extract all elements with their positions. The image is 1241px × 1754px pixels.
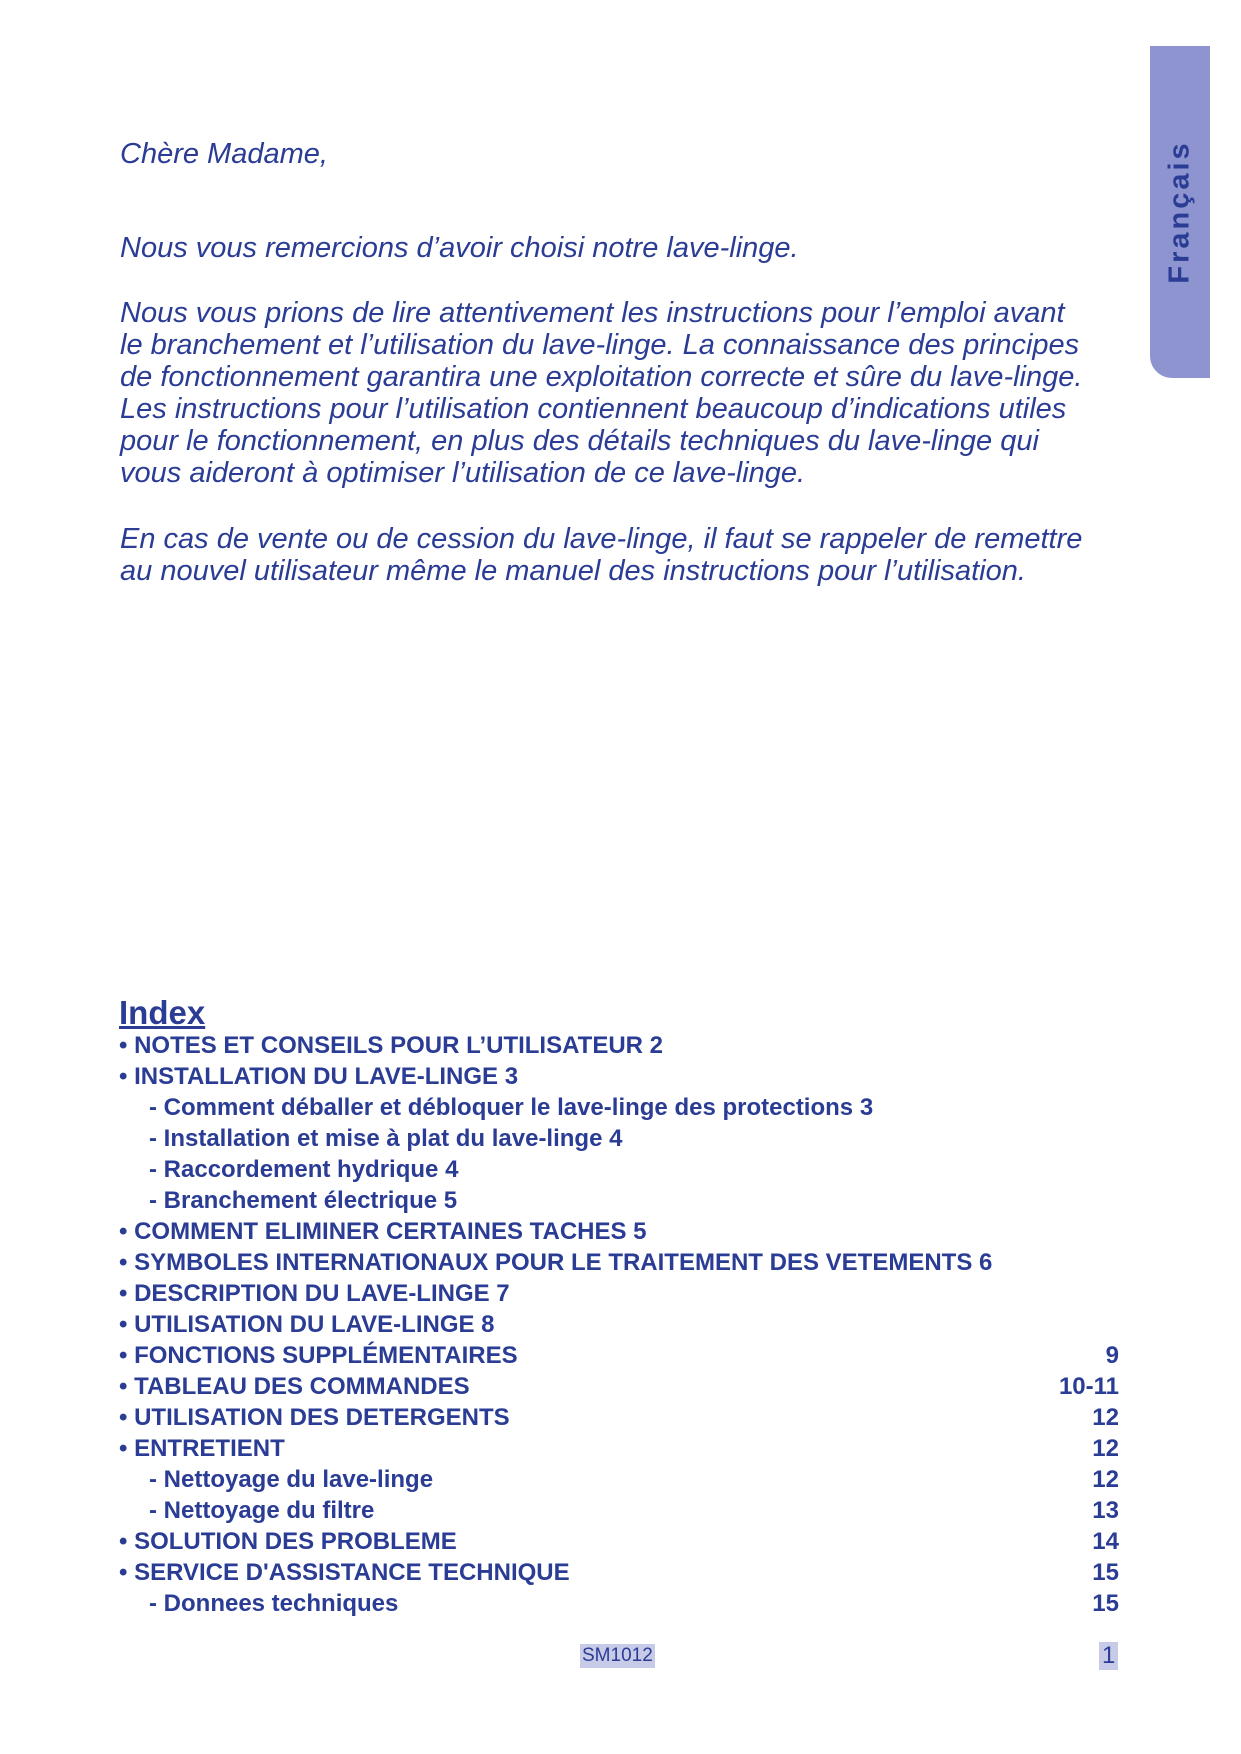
salutation: Chère Madame, — [120, 138, 328, 170]
index-entry[interactable] — [119, 1061, 1119, 1092]
index-list — [119, 1030, 1119, 1619]
index-subentry[interactable] — [119, 1588, 1119, 1619]
index-entry[interactable] — [119, 1433, 1119, 1464]
index-entry[interactable] — [119, 1340, 1119, 1371]
index-subentry[interactable] — [119, 1154, 1119, 1185]
index-entry[interactable] — [119, 1371, 1119, 1402]
index-entry-label: - Raccordement hydrique 4 — [149, 1156, 459, 1183]
index-entry-label: • TABLEAU DES COMMANDES — [119, 1373, 470, 1400]
index-entry-page: 12 — [1092, 1466, 1119, 1493]
index-entry-label: • ENTRETIENT — [119, 1435, 285, 1462]
page-number: 1 — [1099, 1642, 1118, 1670]
index-entry-page: 12 — [1092, 1404, 1119, 1431]
index-subentry[interactable] — [119, 1092, 1119, 1123]
paragraph-line: le branchement et l’utilisation du lave-linge. La connaissance des principes — [120, 329, 1080, 361]
index-entry-label: • UTILISATION DES DETERGENTS — [119, 1404, 510, 1431]
index-entry[interactable] — [119, 1030, 1119, 1061]
index-entry-label: • FONCTIONS SUPPLÉMENTAIRES — [119, 1342, 518, 1369]
index-entry-page: 13 — [1092, 1497, 1119, 1524]
paragraph-line: de fonctionnement garantira une exploitation correcte et sûre du lave-linge. — [120, 361, 1083, 393]
paragraph-line: Nous vous prions de lire attentivement les instructions pour l’emploi avant — [120, 297, 1065, 329]
index-entry-label: - Nettoyage du filtre — [149, 1497, 375, 1524]
index-entry[interactable] — [119, 1216, 1119, 1247]
index-entry[interactable] — [119, 1278, 1119, 1309]
index-subentry[interactable] — [119, 1123, 1119, 1154]
index-entry[interactable] — [119, 1309, 1119, 1340]
index-subentry[interactable] — [119, 1185, 1119, 1216]
index-entry[interactable] — [119, 1402, 1119, 1433]
index-title: Index — [119, 994, 206, 1031]
language-tab-label: Français — [1163, 140, 1196, 284]
index-entry-page: 9 — [1105, 1342, 1119, 1369]
index-entry-label: • SOLUTION DES PROBLEME — [119, 1528, 457, 1555]
index-entry-label: • UTILISATION DU LAVE-LINGE 8 — [119, 1311, 495, 1338]
index-entry-label: - Donnees techniques — [149, 1590, 399, 1617]
resale-paragraph — [120, 523, 1130, 587]
paragraph-line: En cas de vente ou de cession du lave-linge, il faut se rappeler de remettre — [120, 523, 1083, 555]
index-entry-label: • NOTES ET CONSEILS POUR L’UTILISATEUR 2 — [119, 1032, 664, 1059]
index-entry-label: - Comment déballer et débloquer le lave-linge des protections 3 — [149, 1094, 874, 1121]
index-subentry[interactable] — [119, 1464, 1119, 1495]
thank-you-paragraph: Nous vous remercions d’avoir choisi notre lave-linge. — [120, 232, 799, 264]
index-entry-label: • DESCRIPTION DU LAVE-LINGE 7 — [119, 1280, 510, 1307]
instructions-paragraph — [120, 297, 1130, 489]
index-entry-page: 12 — [1092, 1435, 1119, 1462]
index-entry-label: • SERVICE D'ASSISTANCE TECHNIQUE — [119, 1559, 570, 1586]
document-code: SM1012 — [582, 1645, 653, 1666]
paragraph-line: Les instructions pour l’utilisation contiennent beaucoup d’indications utiles — [120, 393, 1067, 425]
paragraph-line: vous aideront à optimiser l’utilisation de ce lave-linge. — [120, 457, 806, 489]
index-entry-label: • SYMBOLES INTERNATIONAUX POUR LE TRAITEMENT DES VETEMENTS 6 — [119, 1249, 993, 1276]
index-entry-label: - Installation et mise à plat du lave-linge 4 — [149, 1125, 623, 1152]
language-tab — [1150, 46, 1210, 378]
index-entry[interactable] — [119, 1526, 1119, 1557]
index-entry[interactable] — [119, 1557, 1119, 1588]
paragraph-line: pour le fonctionnement, en plus des détails techniques du lave-linge qui — [120, 425, 1039, 457]
index-entry-page: 15 — [1092, 1559, 1119, 1586]
index-entry-page: 14 — [1092, 1528, 1119, 1555]
index-entry-page: 15 — [1092, 1590, 1119, 1617]
index-entry-label: - Branchement électrique 5 — [149, 1187, 458, 1214]
index-subentry[interactable] — [119, 1495, 1119, 1526]
index-entry-label: • INSTALLATION DU LAVE-LINGE 3 — [119, 1063, 519, 1090]
index-entry[interactable] — [119, 1247, 1119, 1278]
index-entry-label: - Nettoyage du lave-linge — [149, 1466, 434, 1493]
paragraph-line: au nouvel utilisateur même le manuel des instructions pour l’utilisation. — [120, 555, 1026, 587]
index-entry-label: • COMMENT ELIMINER CERTAINES TACHES 5 — [119, 1218, 647, 1245]
intro-letter — [120, 138, 1130, 587]
index-entry-page: 10-11 — [1058, 1373, 1119, 1400]
